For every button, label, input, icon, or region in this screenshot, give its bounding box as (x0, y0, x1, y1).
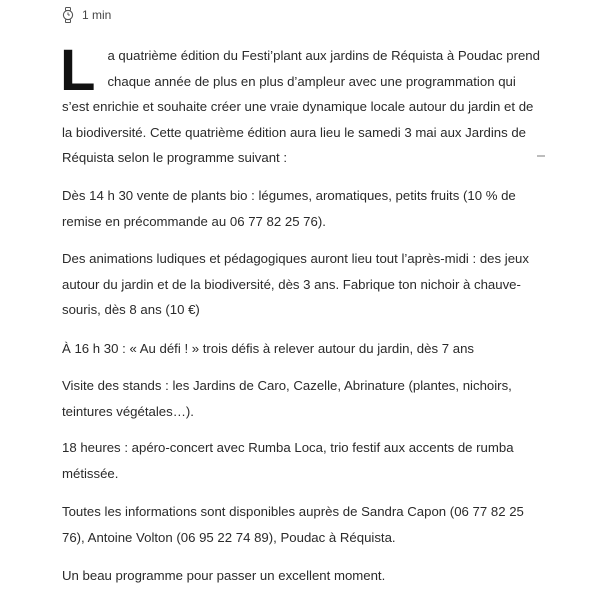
paragraph-challenges: À 16 h 30 : « Au défi ! » trois défis à relever autour du jardin, dès 7 ans (62, 341, 474, 356)
watch-icon (62, 7, 74, 23)
reading-time: 1 min (82, 8, 112, 22)
paragraph-closing: Un beau programme pour passer un excellent moment. (62, 568, 386, 583)
paragraph-plant-sale: Dès 14 h 30 vente de plants bio : légumes, aromatiques, petits fruits (10 % de remise en précommande au 06 77 82 25 76). (62, 188, 516, 229)
reading-time-meta (62, 5, 111, 25)
drop-cap: L (60, 38, 96, 103)
lead-paragraph (60, 38, 540, 171)
lead-text: a quatrième édition du Festi’plant aux jardins de Réquista à Poudac prend chaque année de plus en plus d’ampleur avec une programmation qui s’est enrichie et souhaite créer une vraie dynamique locale autour du jardin et de la biodiversité. Cette quatrième édition aura lieu le samedi 3 mai aux Jardins de Réquista selon le programme suivant : (62, 48, 540, 165)
paragraph-concert: 18 heures : apéro-concert avec Rumba Loca, trio festif aux accents de rumba métissée. (62, 440, 514, 481)
paragraph-activities: Des animations ludiques et pédagogiques auront lieu tout l’après-midi : des jeux autour du jardin et de la biodiversité, dès 3 ans. Fabrique ton nichoir à chauve-souris, dès 8 ans (10 €) (62, 251, 529, 317)
article (62, 0, 552, 600)
paragraph-stands: Visite des stands : les Jardins de Caro, Cazelle, Abrinature (plantes, nichoirs, teintures végétales…). (62, 378, 512, 419)
scan-speck (537, 155, 545, 157)
paragraph-contacts: Toutes les informations sont disponibles auprès de Sandra Capon (06 77 82 25 76), Antoine Volton (06 95 22 74 89), Poudac à Réquista. (62, 504, 524, 545)
